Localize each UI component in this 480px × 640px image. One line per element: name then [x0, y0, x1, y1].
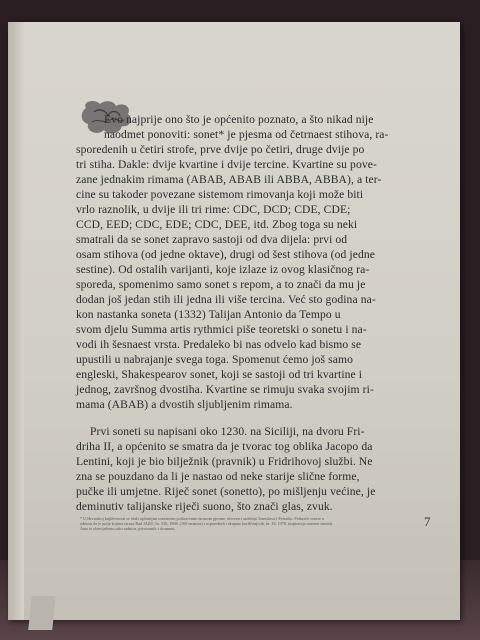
text-line: Lentini, koji je bio bilježnik (pravnik) u Fridrihovoj službi. Ne: [76, 455, 373, 468]
footnote: [80, 516, 410, 531]
text-line: vodi ih šesnaest vrsta. Predaleko bi nas odvelo kad bismo se: [76, 338, 362, 351]
body-text: [76, 112, 422, 514]
text-line: deminutiv talijanske riječi suono, što znači glas, zvuk.: [76, 500, 333, 513]
text-line: jednog, završnog dvostiha. Kvartine se rimuju svaka svojim ri-: [76, 383, 374, 396]
text-line: upustili u nabrajanje svega toga. Spomenut ćemo još samo: [76, 353, 354, 366]
footnote-line: * U Hrvatskoj književnosti se služi opširnijim sonetovim potkraćenim izrazom pjesme, otvoren i sadržaja Tomislava i Petrarke. Potkraće sonete u: [80, 516, 324, 521]
text-line: pučke ili umjetne. Riječ sonet (sonetto), po mišljenju većine, je: [76, 485, 376, 498]
text-line: CCD, EED; CDC, EDE; CDC, DEE, itd. Zbog toga su neki: [76, 218, 358, 231]
text-line: dodan još jedan stih ili jedna ili više tercina. Već sto godina na-: [76, 293, 376, 306]
paragraph-2: [76, 424, 422, 514]
text-line: sestine). Od ostalih varijanti, koje izlaze iz ovog klasičnog ra-: [76, 263, 370, 276]
text-line: svom djelu Summa artis rythmici piše teoretski o sonetu i na-: [76, 323, 367, 336]
text-line: zane jednakim rimama (ABAB, ABAB ili ABBA, ABBA), a ter-: [76, 173, 382, 186]
footnote-line: Ante te obaviješteno,tako sadnica, pivovarnih i dvanaest.: [80, 526, 176, 531]
page-number: 7: [424, 514, 431, 529]
paragraph-1: [76, 112, 422, 412]
text-line: kon nastanka soneta (1332) Talijan Antonio da Tempo u: [76, 308, 341, 321]
text-line: sporeda, spomenimo samo sonet s repom, a to znači da mu je: [76, 278, 366, 291]
text-line: osam stihova (od jedne oktave), drugi od šest stihova (od jedne: [76, 248, 375, 261]
ribbon-bookmark: [28, 596, 56, 630]
text-line: cine su takoder povezane sistemom rimovanja koji može biti: [76, 188, 364, 201]
text-line: sporedenih u četiri strofe, prve dvije po četiri, druge dvije po: [76, 143, 365, 156]
text-line: engleski, Shakespearov sonet, koji se sastoji od tri kvartine i: [76, 368, 363, 381]
text-line: Evo najprije ono što je općenito poznato, a što nikad nije: [104, 113, 374, 126]
text-line: mama (ABAB) a dvostih sljubljenim rimama.: [76, 398, 293, 411]
text-line: zna se pouzdano da li je nastao od neke starije slične forme,: [76, 470, 360, 483]
text-line: smatrali da se sonet zapravo sastoji od dva dijela: prvi od: [76, 233, 348, 246]
page-edge: [8, 22, 24, 620]
text-line: vrlo raznolik, u dvije ili tri rime: CDC, DCD; CDE, CDE;: [76, 203, 351, 216]
text-line: Prvi soneti su napisani oko 1230. na Siciliji, na dvoru Fri-: [90, 425, 365, 438]
text-line: driha II, a općenito se smatra da je tvorac tog oblika Jacopo da: [76, 440, 373, 453]
text-line: naodmet ponoviti: sonet* je pjesma od četrnaest stihova, ra-: [104, 128, 389, 141]
footnote-line: odnosu da je polje kojima izraza Rad JAZU, br. 330, 1968. (169 stranica) i usporednih i skupine korišćenjivih, br. 19, 1978. inspiracija sonetne izmisle: [80, 521, 333, 526]
text-line: tri stiha. Dakle: dvije kvartine i dvije tercine. Kvartine su pove-: [76, 158, 377, 171]
